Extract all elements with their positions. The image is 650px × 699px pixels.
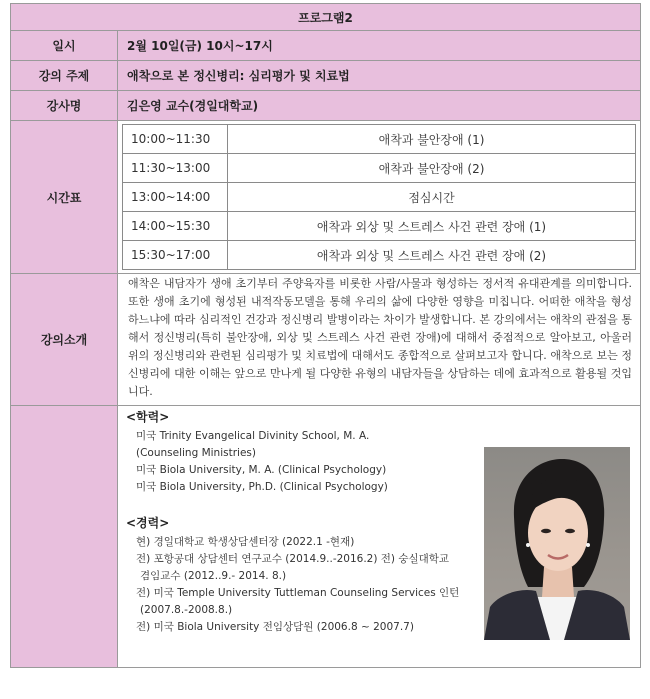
schedule-row: [123, 183, 636, 212]
schedule-row: [123, 154, 636, 183]
schedule-session: 점심시간: [228, 183, 636, 212]
education-item: 미국 Biola University, M. A. (Clinical Psychology): [136, 464, 387, 476]
program-table: [10, 3, 641, 668]
schedule-row: [123, 125, 636, 154]
schedule-session: 애착과 외상 및 스트레스 사건 관련 장애 (1): [228, 212, 636, 241]
date-label: 일시: [11, 31, 118, 61]
education-item: 미국 Biola University, Ph.D. (Clinical Psychology): [136, 481, 388, 493]
profile-label-cell: [11, 406, 118, 668]
schedule-session: 애착과 불안장애 (2): [228, 154, 636, 183]
program-title: 프로그램2: [11, 4, 641, 31]
date-value: 2월 10일(금) 10시~17시: [118, 31, 641, 61]
portrait-illustration: [484, 447, 630, 640]
profile-cell: [118, 406, 641, 668]
schedule-time: 13:00~14:00: [123, 183, 228, 212]
career-item: 전) 미국 Biola University 전임상담원 (2006.8 ~ 2007.7): [136, 621, 414, 633]
career-item: 현) 경일대학교 학생상담센터장 (2022.1 -현재): [136, 536, 355, 548]
schedule-label: 시간표: [11, 121, 118, 274]
schedule-time: 10:00~11:30: [123, 125, 228, 154]
career-item: 전) 포항공대 상담센터 연구교수 (2014.9..-2016.2) 전) 숭실대학교: [136, 553, 450, 565]
education-item: (Counseling Ministries): [136, 447, 256, 459]
schedule-time: 14:00~15:30: [123, 212, 228, 241]
schedule-table: [122, 124, 636, 270]
schedule-time: 15:30~17:00: [123, 241, 228, 270]
education-item: 미국 Trinity Evangelical Divinity School, M. A.: [136, 430, 370, 442]
career-item: 전) 미국 Temple University Tuttleman Counseling Services 인턴: [136, 587, 460, 599]
topic-value: 애착으로 본 정신병리: 심리평가 및 치료법: [118, 61, 641, 91]
schedule-session: 애착과 외상 및 스트레스 사건 관련 장애 (2): [228, 241, 636, 270]
education-title: <학력>: [126, 410, 170, 424]
speaker-value: 김은영 교수(경일대학교): [118, 91, 641, 121]
schedule-row: [123, 212, 636, 241]
intro-text: 애착은 내담자가 생애 초기부터 주양육자를 비롯한 사람/사물과 형성하는 정서적 유대관계를 의미합니다. 또한 생애 초기에 형성된 내적작동모델을 통해 우리의 삶에 다양한 영향을 미칩니다. 어떠한 애착을 형성하느냐에 따라 심리적인 건강과 정신병리 발병이라는 차이가 발생합니다. 본 강의에서는 애착의 관점을 통해서 정신병리(특히 불안장애, 외상 및 스트레스 사건 관련 장애)에 대해서 중점적으로 알아보고, 아울러 위의 정신병리와 관련된 심리평가 및 치료법에 대해서도 종합적으로 살펴보고자 합니다. 애착으로 보는 정신병리에 대한 이해는 앞으로 만나게 될 다양한 유형의 내담자들을 상담하는 데에 효과적으로 활용될 것입니다.: [118, 274, 641, 406]
career-item: 겸임교수 (2012..9.- 2014. 8.): [140, 570, 287, 582]
schedule-session: 애착과 불안장애 (1): [228, 125, 636, 154]
topic-label: 강의 주제: [11, 61, 118, 91]
speaker-label: 강사명: [11, 91, 118, 121]
career-title: <경력>: [126, 516, 170, 530]
career-item: (2007.8.-2008.8.): [140, 604, 233, 616]
intro-label: 강의소개: [11, 274, 118, 406]
schedule-time: 11:30~13:00: [123, 154, 228, 183]
schedule-row: [123, 241, 636, 270]
speaker-photo: [484, 447, 630, 640]
schedule-cell: [118, 121, 641, 274]
